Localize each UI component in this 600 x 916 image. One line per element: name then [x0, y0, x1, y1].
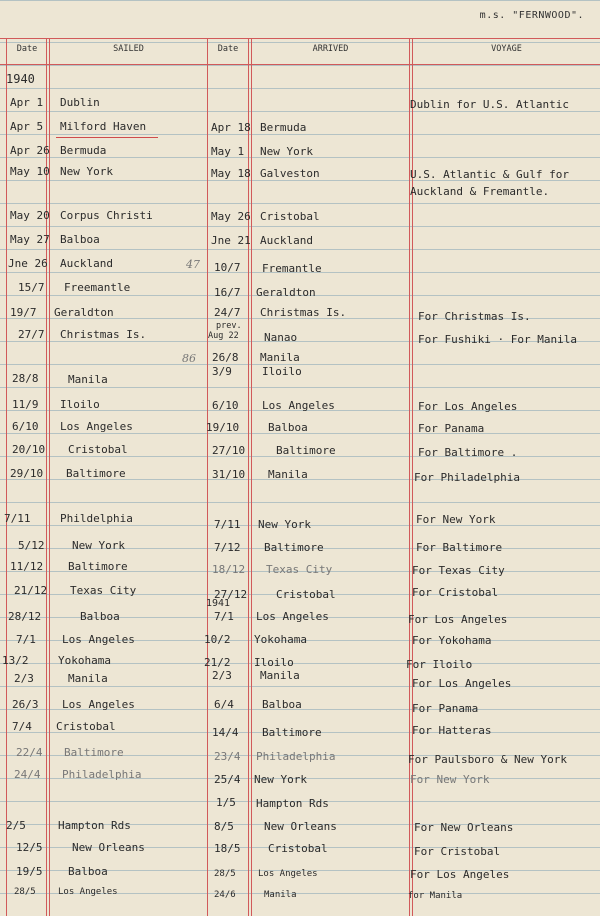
arrived-port: Balboa [268, 421, 308, 434]
arrived-date: 6/4 [214, 698, 234, 711]
arrived-date: May 26 [211, 210, 251, 223]
sailed-date: 28/8 [12, 372, 39, 385]
arrived-date: 7/1 [214, 610, 234, 623]
sailed-date: 22/4 [16, 746, 43, 759]
sailed-date: 15/7 [18, 281, 45, 294]
arrived-date: 1/5 [216, 796, 236, 809]
arrived-date: Apr 18 [211, 121, 251, 134]
voyage-text: For Cristobal [412, 586, 499, 599]
arrived-port: Philadelphia [256, 750, 336, 763]
arrived-date: 27/10 [212, 444, 246, 457]
sailed-date: 13/2 [2, 654, 29, 667]
arrived-port: Cristobal [276, 588, 336, 601]
arrived-port: Auckland [260, 234, 313, 247]
sailed-port: Texas City [70, 584, 137, 597]
sailed-date: 20/10 [12, 443, 46, 456]
year-1941: 1941 [206, 598, 231, 609]
prev-note: prev. [216, 321, 242, 331]
sailed-port: Cristobal [68, 443, 128, 456]
sailed-port: Dublin [60, 96, 100, 109]
arrived-port: New York [260, 145, 313, 158]
voyage-text: For Yokohama [412, 634, 492, 647]
voyage-text: Dublin for U.S. Atlantic [410, 98, 569, 111]
sailed-port: Freemantle [64, 281, 131, 294]
voyage-text: For Philadelphia [414, 471, 520, 484]
column-rule [207, 38, 208, 916]
sailed-date: May 20 [10, 209, 50, 222]
sailed-date: Apr 26 [10, 144, 50, 157]
sailed-port: Manila [68, 672, 108, 685]
sailed-date: 7/4 [12, 720, 32, 733]
arrived-date: 10/2 [204, 633, 231, 646]
arrived-port: Manila [260, 669, 300, 682]
arrived-date: 24/6 [214, 890, 236, 900]
sailed-port: Los Angeles [60, 420, 133, 433]
voyage-text: For Los Angeles [418, 400, 518, 413]
sailed-port: Los Angeles [58, 887, 118, 897]
sailed-port: Iloilo [60, 398, 100, 411]
header-sailed: SAILED [113, 44, 144, 54]
arrived-port: Cristobal [268, 842, 328, 855]
arrived-date: 8/5 [214, 820, 234, 833]
voyage-text: Auckland & Fremantle. [410, 185, 550, 198]
arrived-date: 19/10 [206, 421, 240, 434]
sailed-port: Baltimore [64, 746, 124, 759]
voyage-text: For Panama [412, 702, 479, 715]
voyage-text: For New York [410, 773, 490, 786]
arrived-port: Baltimore [264, 541, 324, 554]
sailed-port: Hampton Rds [58, 819, 131, 832]
sailed-port: Auckland [60, 257, 113, 270]
arrived-date: 26/8 [212, 351, 239, 364]
arrived-date: 6/10 [212, 399, 239, 412]
sailed-date: Apr 5 [10, 120, 44, 133]
sailed-port: Los Angeles [62, 633, 135, 646]
sailed-date: 24/4 [14, 768, 41, 781]
sailed-port: New York [60, 165, 113, 178]
sailed-date: 26/3 [12, 698, 39, 711]
sailed-port: New York [72, 539, 125, 552]
arrived-port: Bermuda [260, 121, 307, 134]
sailed-date: 19/5 [16, 865, 43, 878]
voyage-text: For Hatteras [412, 724, 492, 737]
arrived-port: Baltimore [262, 726, 322, 739]
sailed-port: Corpus Christi [60, 209, 153, 222]
arrived-date: 31/10 [212, 468, 246, 481]
arrived-port: Nanao [264, 331, 298, 344]
year-1940: 1940 [6, 72, 35, 86]
arrived-date: 28/5 [214, 869, 236, 879]
arrived-date: 14/4 [212, 726, 239, 739]
voyage-text: for Manila [408, 891, 463, 901]
voyage-text: For New Orleans [414, 821, 514, 834]
voyage-text: For Los Angeles [410, 868, 510, 881]
voyage-text: For New York [416, 513, 496, 526]
arrived-date: May 1 [211, 145, 245, 158]
sailed-port: Philadelphia [62, 768, 142, 781]
arrived-date: 18/12 [212, 563, 246, 576]
voyage-text: For Los Angeles [408, 613, 508, 626]
arrived-port: Manila [260, 351, 300, 364]
sailed-port: Balboa [60, 233, 100, 246]
voyage-text: For Paulsboro & New York [408, 753, 567, 766]
arrived-port: Balboa [262, 698, 302, 711]
voyage-text: For Los Angeles [412, 677, 512, 690]
arrived-date: 24/7 [214, 306, 241, 319]
red-underline [56, 137, 158, 138]
sailed-port: Geraldton [54, 306, 114, 319]
arrived-port: Manila [268, 468, 308, 481]
arrived-port: Iloilo [254, 656, 294, 669]
voyage-text: For Fushiki · For Manila [418, 333, 577, 346]
sailed-date: 29/10 [10, 467, 44, 480]
sailed-date: 27/7 [18, 328, 45, 341]
sailed-date: 11/12 [10, 560, 44, 573]
sailed-date: 7/1 [16, 633, 36, 646]
sailed-date: 2/5 [6, 819, 26, 832]
voyage-text: U.S. Atlantic & Gulf for [410, 168, 569, 181]
arrived-port: Los Angeles [258, 869, 318, 879]
voyage-text: For Baltimore [416, 541, 503, 554]
sailed-port: Balboa [68, 865, 108, 878]
arrived-port: Texas City [266, 563, 333, 576]
sailed-date: May 10 [10, 165, 50, 178]
sailed-date: 2/3 [14, 672, 34, 685]
arrived-port: Los Angeles [256, 610, 329, 623]
arrived-port: Hampton Rds [256, 797, 329, 810]
pencil-note: 86 [182, 352, 196, 365]
sailed-port: Yokohama [58, 654, 111, 667]
arrived-port: New York [254, 773, 307, 786]
sailed-port: Christmas Is. [60, 328, 147, 341]
column-rule [6, 38, 7, 916]
header-arrived-date: Date [217, 44, 239, 54]
arrived-port: Yokohama [254, 633, 307, 646]
sailed-port: Bermuda [60, 144, 107, 157]
arrived-port: Geraldton [256, 286, 316, 299]
page-title: m.s. "FERNWOOD". [479, 10, 584, 21]
arrived-port: Cristobal [260, 210, 320, 223]
voyage-text: For Cristobal [414, 845, 501, 858]
header-arrived: ARRIVED [312, 44, 349, 54]
sailed-date: 21/12 [14, 584, 48, 597]
voyage-text: For Panama [418, 422, 485, 435]
sailed-date: 7/11 [4, 512, 31, 525]
header-sailed-date: Date [16, 44, 38, 54]
sailed-date: Apr 1 [10, 96, 44, 109]
arrived-date: May 18 [211, 167, 251, 180]
arrived-port: New York [258, 518, 311, 531]
arrived-date: 27/12 [214, 588, 248, 601]
arrived-date: Jne 21 [211, 234, 251, 247]
header-bottom-rule [0, 64, 600, 65]
header-top-rule [0, 38, 600, 39]
sailed-date: 12/5 [16, 841, 43, 854]
arrived-date: 7/12 [214, 541, 241, 554]
arrived-port: Manila [264, 890, 297, 900]
sailed-date: 6/10 [12, 420, 39, 433]
pencil-note: 47 [186, 258, 200, 271]
column-rule [251, 38, 252, 916]
sailed-port: Phildelphia [60, 512, 133, 525]
arrived-port: Galveston [260, 167, 320, 180]
arrived-date: 18/5 [214, 842, 241, 855]
sailed-date: 19/7 [10, 306, 37, 319]
arrived-port: Iloilo [262, 365, 302, 378]
arrived-port: New Orleans [264, 820, 337, 833]
arrived-date: 3/9 [212, 365, 232, 378]
sailed-port: Cristobal [56, 720, 116, 733]
sailed-date: 28/5 [14, 887, 36, 897]
sailed-port: Manila [68, 373, 108, 386]
sailed-port: Balboa [80, 610, 120, 623]
arrived-date: 10/7 [214, 261, 241, 274]
sailed-date: 11/9 [12, 398, 39, 411]
arrived-date: 2/3 [212, 669, 232, 682]
sailed-date: 5/12 [18, 539, 45, 552]
sailed-port: Baltimore [66, 467, 126, 480]
arrived-date: 25/4 [214, 773, 241, 786]
sailed-port: Los Angeles [62, 698, 135, 711]
arrived-port: Los Angeles [262, 399, 335, 412]
sailed-port: Milford Haven [60, 120, 147, 133]
sailed-port: New Orleans [72, 841, 145, 854]
voyage-text: For Christmas Is. [418, 310, 531, 323]
arrived-date: 7/11 [214, 518, 241, 531]
arrived-date: 23/4 [214, 750, 241, 763]
arrived-date: 21/2 [204, 656, 231, 669]
arrived-date: Aug 22 [208, 331, 239, 341]
voyage-text: For Texas City [412, 564, 505, 577]
sailed-port: Baltimore [68, 560, 128, 573]
sailed-date: Jne 26 [8, 257, 48, 270]
arrived-port: Fremantle [262, 262, 322, 275]
sailed-date: 28/12 [8, 610, 42, 623]
voyage-text: For Iloilo [406, 658, 473, 671]
arrived-port: Baltimore [276, 444, 336, 457]
sailed-date: May 27 [10, 233, 50, 246]
header-voyage: VOYAGE [491, 44, 522, 54]
voyage-text: For Baltimore . [418, 446, 518, 459]
arrived-date: 16/7 [214, 286, 241, 299]
arrived-port: Christmas Is. [260, 306, 347, 319]
